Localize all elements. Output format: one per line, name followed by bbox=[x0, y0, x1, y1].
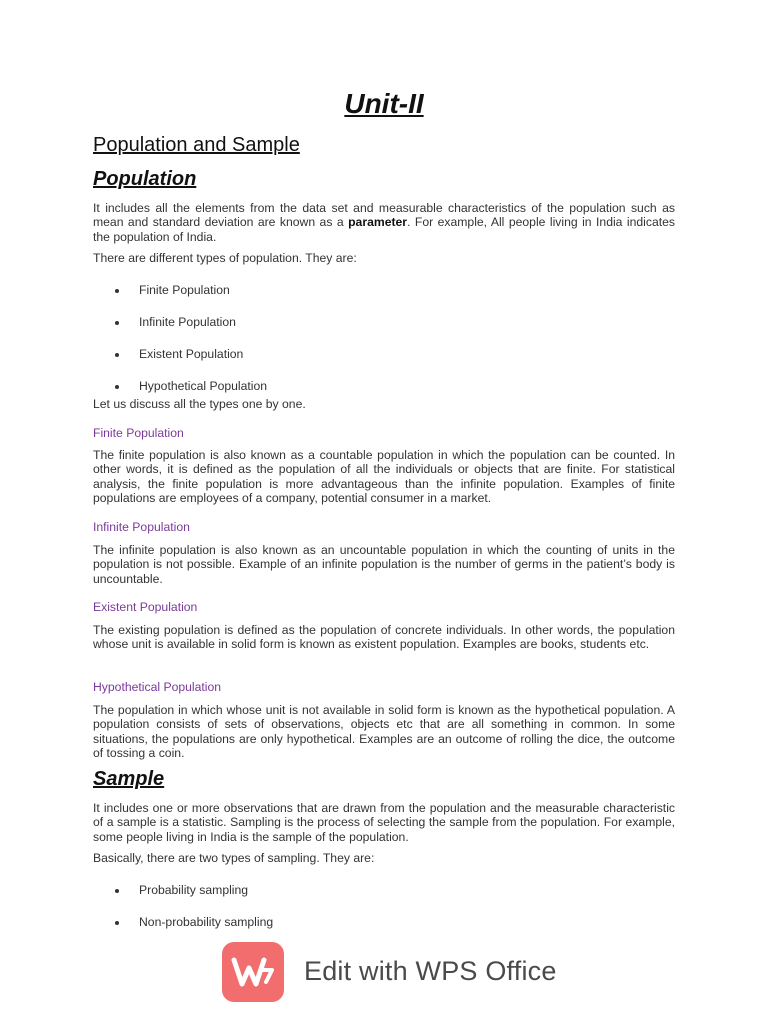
wps-watermark[interactable] bbox=[222, 942, 582, 1002]
existent-text: The existing population is defined as the population of concrete individuals. In other words, the population whose unit is available in solid form is known as existent population. Examples are books, students etc. bbox=[93, 623, 675, 652]
finite-heading: Finite Population bbox=[93, 426, 184, 440]
hypothetical-text: The population in which whose unit is not available in solid form is known as the hypothetical population. A population consists of sets of observations, objects etc that are all something in common. In some situations, the populations are only hypothetical. Examples are an outcome of rolling the dice, the outcome of tossing a coin. bbox=[93, 703, 675, 761]
population-types-list bbox=[93, 283, 267, 394]
list-item: Hypothetical Population bbox=[93, 379, 267, 394]
document-title: Unit-II bbox=[344, 88, 424, 119]
infinite-heading: Infinite Population bbox=[93, 520, 190, 534]
population-heading: Population bbox=[93, 168, 197, 190]
watermark-text: Edit with WPS Office bbox=[304, 956, 557, 986]
wps-logo-icon bbox=[222, 942, 284, 1002]
list-item: Existent Population bbox=[93, 347, 267, 362]
list-item: Finite Population bbox=[93, 283, 267, 298]
list-item: Non-probability sampling bbox=[93, 915, 273, 930]
discuss-text: Let us discuss all the types one by one. bbox=[93, 397, 306, 411]
population-intro: It includes all the elements from the data set and measurable characteristics of the population such as mean and standard deviation are known as a parameter. For example, All people living in India indicates the population of India. bbox=[93, 201, 676, 244]
finite-text: The finite population is also known as a countable population in which the population can be counted. In other words, it is defined as the population of all the individuals or objects that are finite. For statistical analysis, the finite population is more advantageous than the infinite population. Examples of finite populations are employees of a company, potential consumer in a market. bbox=[93, 448, 675, 506]
sample-intro: It includes one or more observations that are drawn from the population and the measurable characteristic of a sample is a statistic. Sampling is the process of selecting the sample from the population. For example, some people living in India is the sample of the population. bbox=[93, 801, 675, 844]
list-item: Infinite Population bbox=[93, 315, 267, 330]
sample-types-list bbox=[93, 883, 273, 930]
population-types-intro: There are different types of population. They are: bbox=[93, 251, 357, 265]
sample-types-intro: Basically, there are two types of sampling. They are: bbox=[93, 851, 375, 865]
infinite-text: The infinite population is also known as an uncountable population in which the counting of units in the population is not possible. Example of an infinite population is the number of germs in the patient’s body is uncountable. bbox=[93, 543, 675, 586]
parameter-term: parameter bbox=[348, 215, 408, 230]
existent-heading: Existent Population bbox=[93, 600, 198, 614]
list-item: Probability sampling bbox=[93, 883, 273, 898]
hypothetical-heading: Hypothetical Population bbox=[93, 680, 222, 694]
subtitle: Population and Sample bbox=[93, 134, 300, 156]
sample-heading: Sample bbox=[93, 768, 165, 790]
